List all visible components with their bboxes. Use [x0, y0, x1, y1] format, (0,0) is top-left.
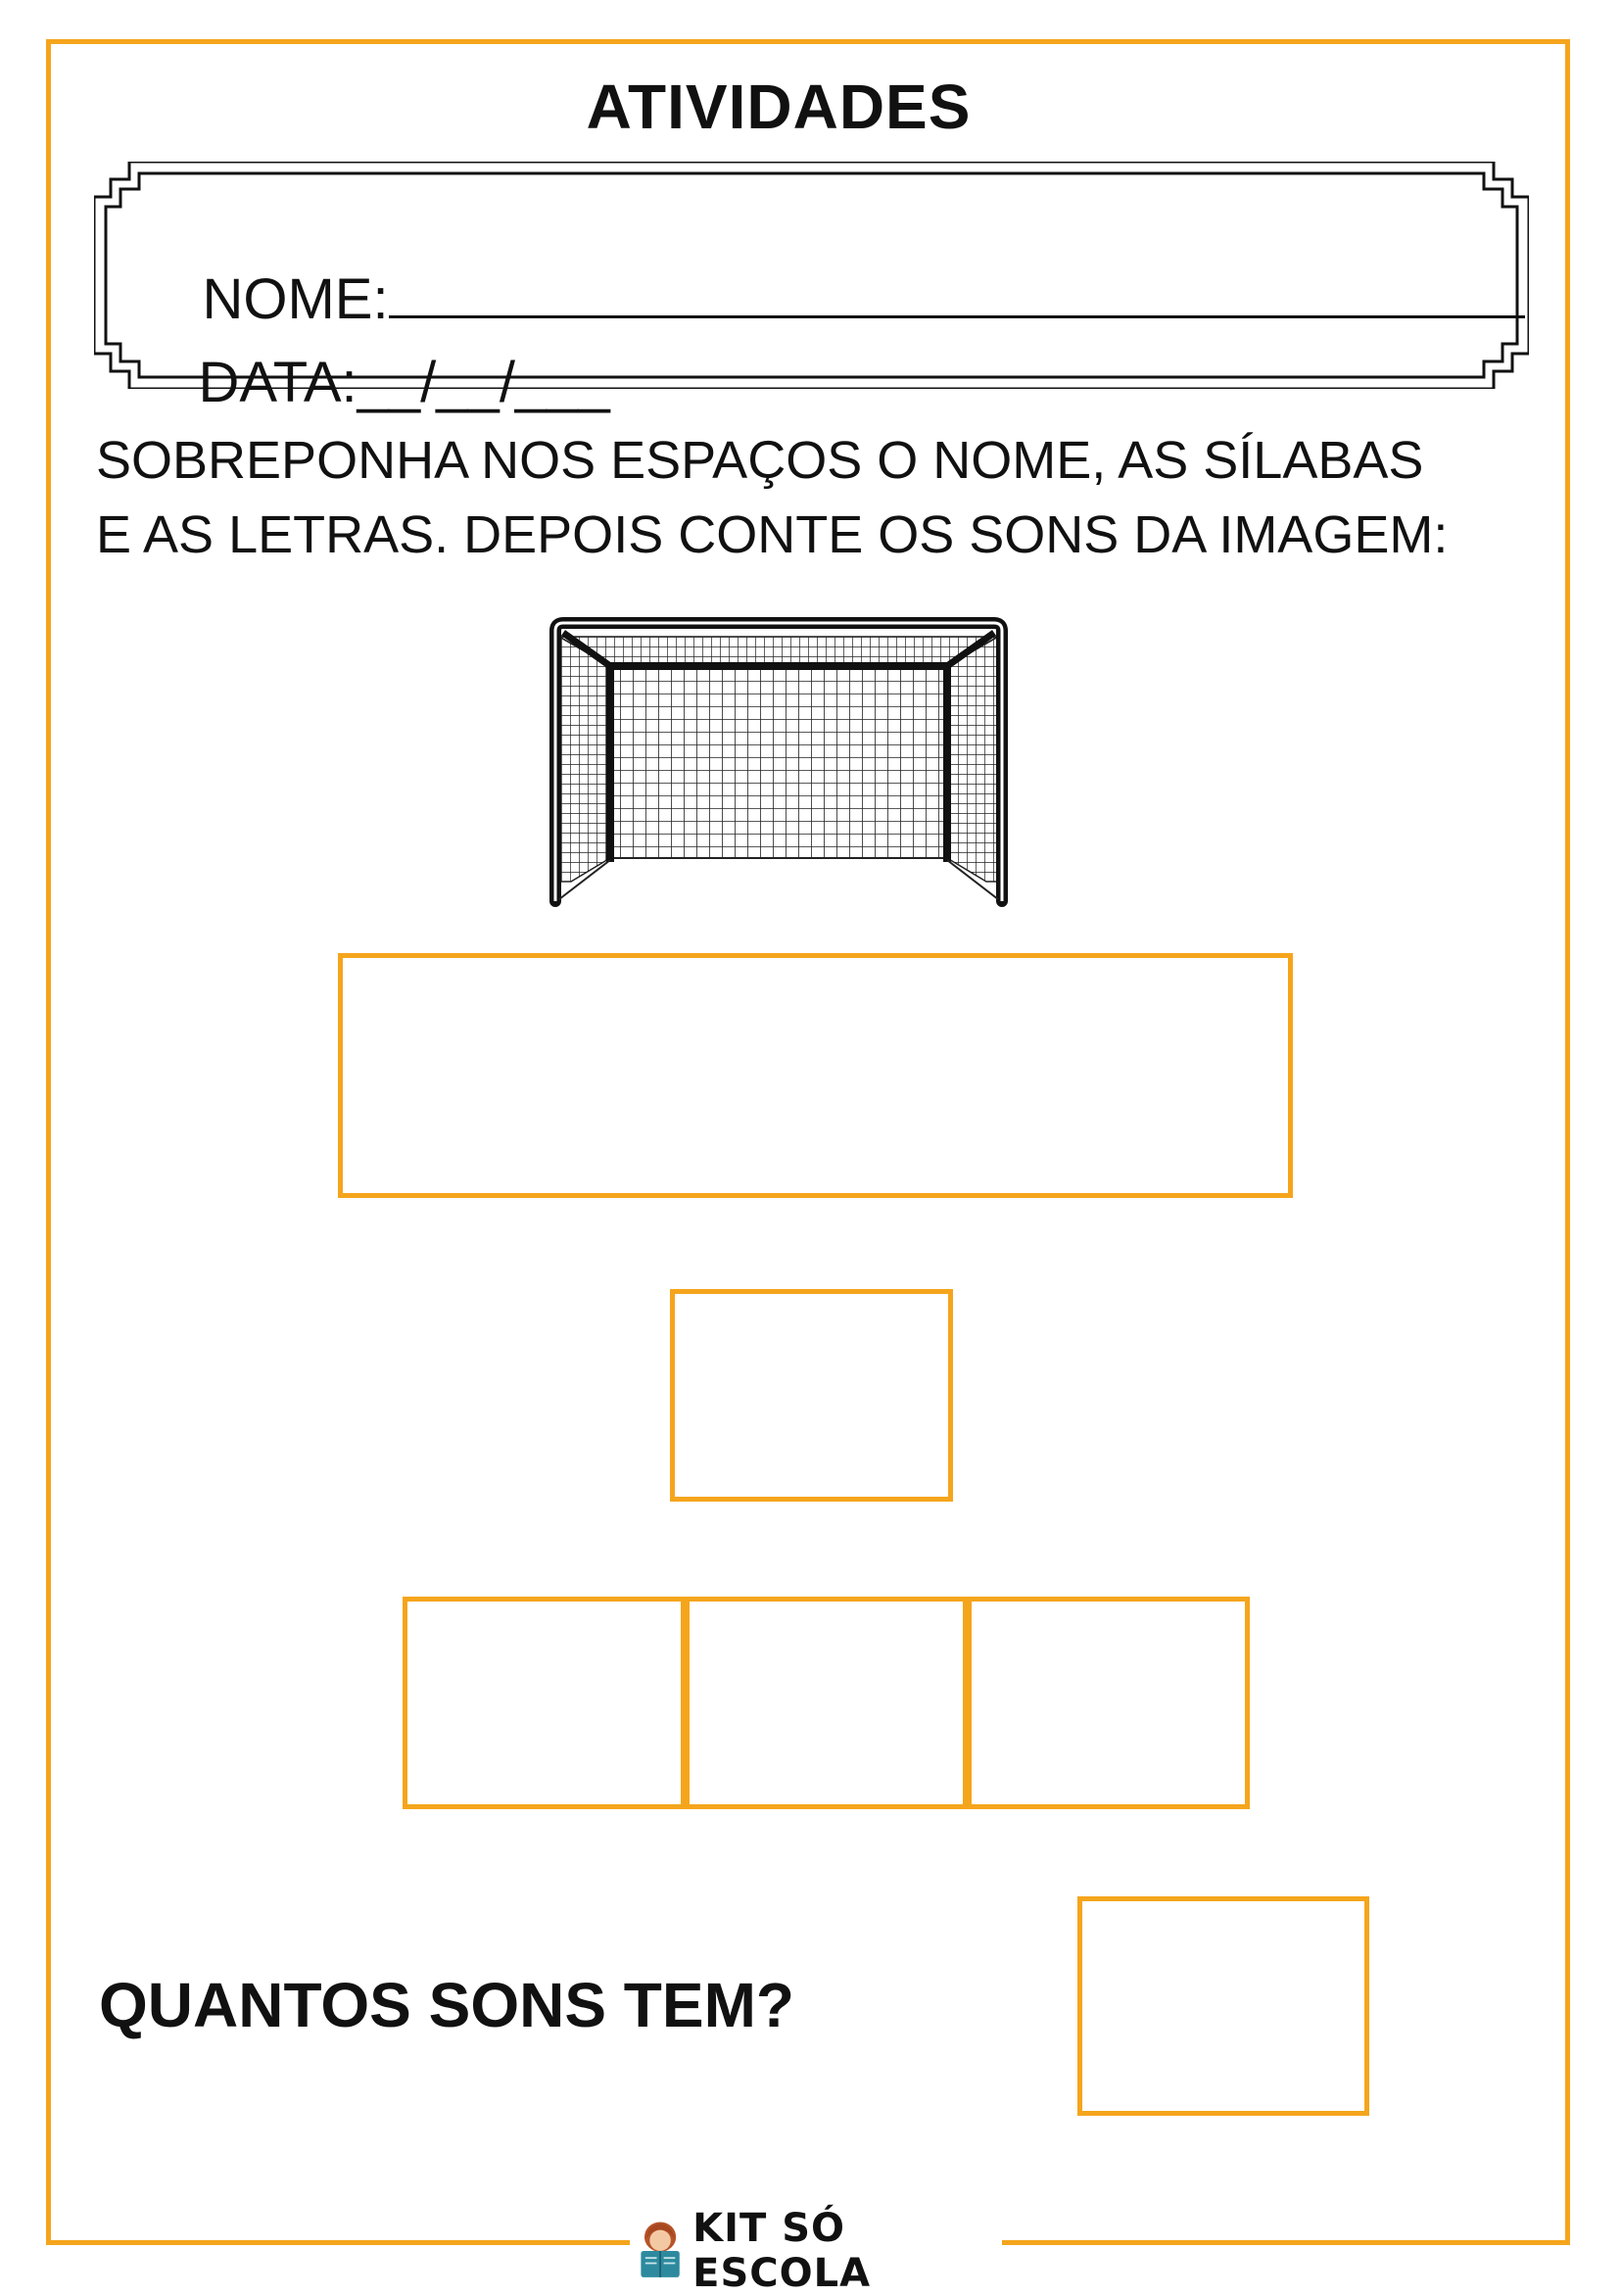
sound-count-question: QUANTOS SONS TEM? [99, 1970, 794, 2040]
syllable-box[interactable] [670, 1289, 953, 1502]
instructions [96, 423, 1546, 572]
word-box[interactable] [338, 953, 1293, 1198]
soccer-goal-icon [544, 617, 1014, 911]
instructions-line-2: E AS LETRAS. DEPOIS CONTE OS SONS DA IMAGEM: [96, 505, 1449, 564]
date-label: DATA: [198, 351, 358, 414]
sound-count-box[interactable] [1077, 1896, 1369, 2116]
name-label: NOME: [202, 267, 389, 331]
letter-box-2[interactable] [685, 1597, 968, 1809]
page-title: ATIVIDADES [586, 72, 972, 142]
logo-text: KIT SÓ ESCOLA [692, 2205, 872, 2296]
letter-box-3[interactable] [967, 1597, 1250, 1809]
student-info-box [94, 162, 1529, 414]
date-blanks[interactable]: __/__/___ [357, 351, 610, 414]
instructions-line-1: SOBREPONHA NOS ESPAÇOS O NOME, AS SÍLABAS [96, 431, 1424, 490]
reading-girl-icon [636, 2216, 685, 2286]
footer-logo [630, 2205, 1002, 2296]
letter-box-1[interactable] [403, 1597, 686, 1809]
